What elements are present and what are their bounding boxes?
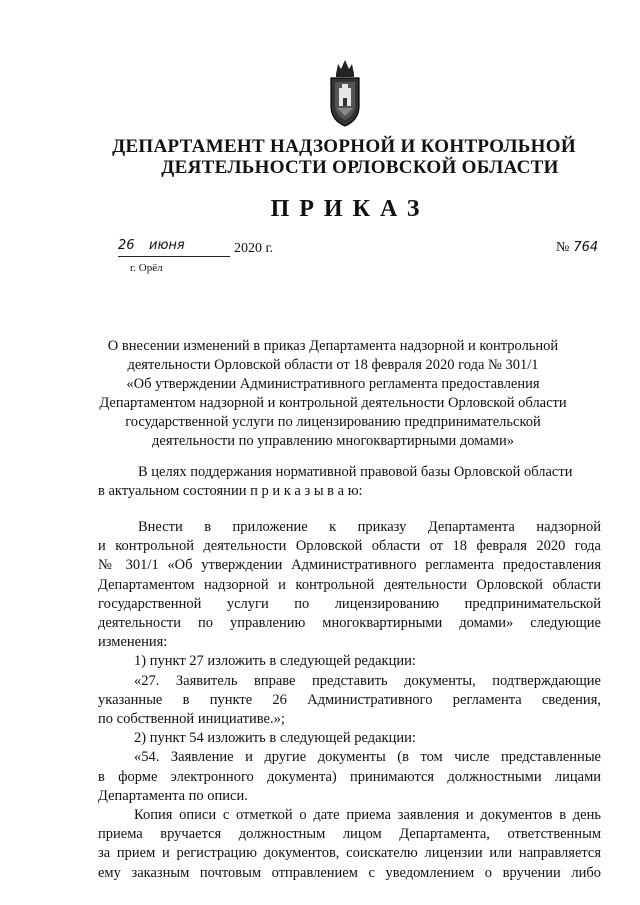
subject-line: Департаментом надзорной и контрольной деятельности Орловской области <box>99 395 567 411</box>
order-subject <box>98 337 568 451</box>
body-line: «27. Заявитель вправе представить документы, подтверждающие <box>134 672 601 689</box>
preamble-paragraph <box>98 463 601 501</box>
body-line: Внести в приложение к приказу Департамента надзорной <box>138 519 601 535</box>
coat-of-arms-icon <box>327 56 363 128</box>
body-line: № 301/1 «Об утверждении Административного регламента предоставления <box>98 557 601 574</box>
order-body <box>98 518 601 883</box>
city-label: г. Орёл <box>130 262 163 274</box>
body-line: ему заказным почтовым отправлением с уведомлением о вручении либо <box>98 864 601 881</box>
body-line: за прием и регистрацию документов, соискателю лицензии или направляется <box>98 845 601 862</box>
body-line: Департаментом надзорной и контрольной деятельности Орловской области <box>98 576 601 593</box>
department-name-line1: ДЕПАРТАМЕНТ НАДЗОРНОЙ И КОНТРОЛЬНОЙ <box>112 136 576 157</box>
subject-line: деятельности Орловской области от 18 февраля 2020 года № 301/1 <box>127 357 539 373</box>
body-line: изменения: <box>98 634 168 651</box>
number-value: 764 <box>573 240 599 255</box>
subject-line: государственной услуги по лицензированию предпринимательской <box>125 414 541 430</box>
body-line: Департамента по описи. <box>98 787 248 804</box>
preamble-line: В целях поддержания нормативной правовой базы Орловской области <box>138 464 573 480</box>
date-year: 2020 г. <box>234 241 274 256</box>
body-line: деятельности по управлению многоквартирными домами» следующие <box>98 615 601 632</box>
body-line: 1) пункт 27 изложить в следующей редакции: <box>134 653 416 670</box>
subject-line: «Об утверждении Административного регламента предоставления <box>126 376 540 392</box>
body-line: 2) пункт 54 изложить в следующей редакции: <box>134 730 416 747</box>
subject-line: О внесении изменений в приказ Департамента надзорной и контрольной <box>107 338 559 354</box>
number-prefix: № <box>556 240 570 255</box>
body-line: по собственной инициативе.»; <box>98 711 285 728</box>
body-line: государственной услуги по лицензированию предпринимательской <box>98 595 601 612</box>
date-day: 26 <box>118 238 135 253</box>
document-type-title: ПРИКАЗ <box>270 196 430 222</box>
order-number <box>556 240 598 256</box>
body-line: и контрольной деятельности Орловской области от 18 февраля 2020 года <box>98 538 601 555</box>
body-line: в форме электронного документа) принимаются должностными лицами <box>98 768 601 785</box>
body-line: указанные в пункте 26 Административного регламента сведения, <box>98 691 601 708</box>
date-underline <box>118 256 230 257</box>
date-month: июня <box>149 238 185 253</box>
preamble-line: в актуальном состоянии п р и к а з ы в а ю: <box>98 483 363 500</box>
body-line: Копия описи с отметкой о дате приема заявления и документов в день <box>134 807 601 824</box>
body-line: приема вручается должностным лицом Департамента, ответственным <box>98 826 601 843</box>
department-name-line2: ДЕЯТЕЛЬНОСТИ ОРЛОВСКОЙ ОБЛАСТИ <box>161 157 559 178</box>
body-line: «54. Заявление и другие документы (в том числе представленные <box>134 749 601 766</box>
subject-line: деятельности по управлению многоквартирными домами» <box>152 433 514 449</box>
